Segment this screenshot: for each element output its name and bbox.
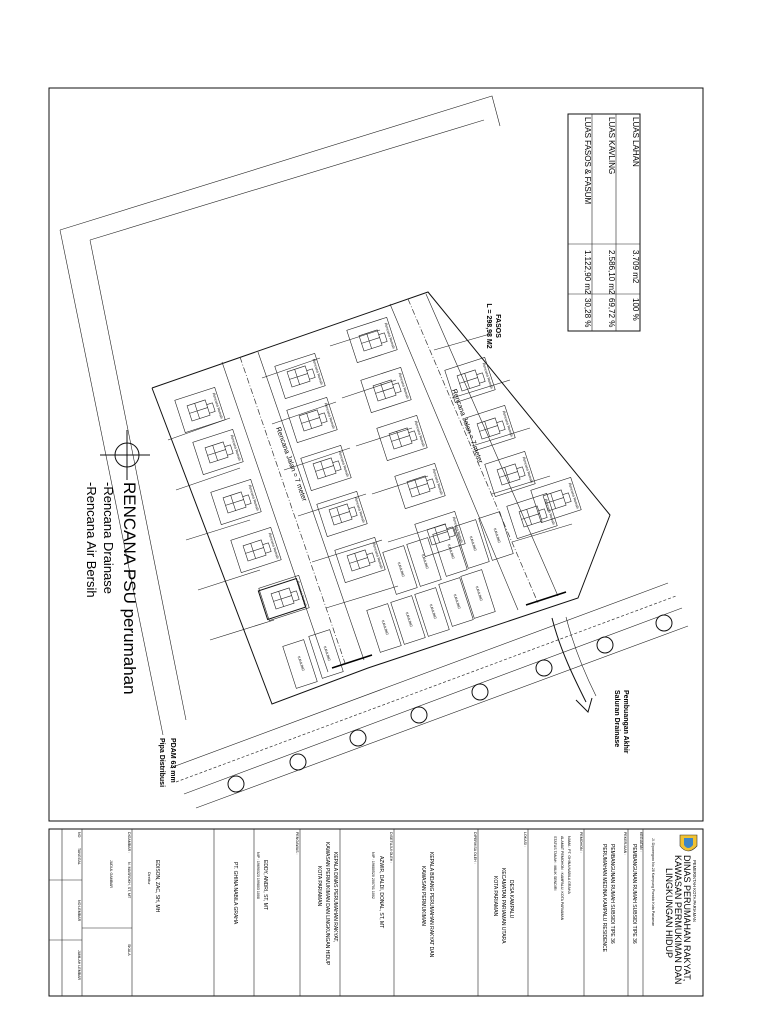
house-plot — [395, 463, 445, 508]
kepala-line-2: KAWASAN PERMUKIMAN DAN LINGKUNGAN HIDUP — [324, 842, 330, 966]
direktur-name: EDISON, ZAC, SH, MH — [154, 860, 160, 913]
pekerjaan-line-2: PERUMAHAN MEDINA KAMPALU RESIDENCE — [601, 844, 607, 952]
house-tag: Rencana Rumah — [353, 496, 366, 524]
house-plot — [317, 491, 367, 536]
kegiatan-label: KEGIATAN : — [639, 832, 643, 852]
lot-tag: KAVLING — [492, 527, 502, 544]
lot-tag: KAVLING — [396, 561, 406, 578]
main-road — [170, 583, 688, 808]
house-plot — [377, 415, 427, 460]
lokasi-line-2: KECAMATAN PARIAMAN UTARA — [500, 868, 506, 944]
lokasi-label: LOKASI : — [523, 832, 527, 847]
area-table — [568, 114, 640, 331]
tree-icon — [597, 637, 613, 653]
tree-icon — [350, 730, 366, 746]
fasos-title: FASOS — [494, 314, 501, 338]
empty-lot — [439, 578, 474, 627]
house-plot — [193, 429, 243, 474]
lot-tag: KAVLING — [322, 645, 332, 662]
pekerjaan-line-1: PEMBANGUNAN RUMAH SUBSIDI TIPE 36 — [609, 844, 615, 944]
pemohon-line-3: STATUS TANAH : MILIK SENDIRI — [553, 836, 557, 891]
kepala-line-3: KOTA PARIAMAN — [316, 866, 322, 907]
diperiksa-label: DIPERIKSA OLEH : — [473, 832, 477, 864]
pipe-label — [158, 738, 176, 787]
lokasi-line-1: DESA KAMPALU — [508, 880, 514, 919]
pipe-label-line-1: Pipa Distribusi — [158, 738, 165, 788]
area-row-1-value: 3.709 m2 — [631, 250, 640, 284]
house-tag: Rencana Rumah — [247, 484, 260, 512]
house-tag: Rencana Rumah — [567, 482, 580, 510]
fasos-area: L = 298,98 M2 — [485, 303, 492, 349]
lokasi-line-3: KOTA PARIAMAN — [492, 876, 498, 917]
empty-lot — [415, 588, 450, 637]
empty-lot — [391, 596, 426, 645]
house-plot — [175, 387, 225, 432]
judul-gambar-label: JUDUL GAMBAR — [109, 860, 113, 889]
house-plot — [361, 367, 411, 412]
empty-lot — [383, 546, 418, 595]
house-plot — [347, 317, 397, 362]
lot-tag: KAVLING — [452, 593, 462, 610]
house-tag: Rencana Rumah — [295, 580, 308, 608]
lot-tag: KAVLING — [296, 655, 306, 672]
skala-label: SKALA — [127, 944, 131, 956]
area-row-1-percent: 100 % — [631, 298, 640, 321]
kepala-line-1: KEPALA DINAS PERUMAHAN RAKYAT, — [332, 852, 338, 943]
lot-tag: KAVLING — [404, 611, 414, 628]
house-tag: Rencana Rumah — [451, 516, 464, 544]
house-tag: Rencana Rumah — [543, 498, 556, 526]
house-tag: Rencana Rumah — [229, 434, 242, 462]
disetujui-name: AZWIR, DALDI, DONAL, ST, MT — [378, 856, 384, 929]
house-plot — [231, 527, 281, 572]
diperiksa-line-1: KEPALA BIDANG PERUMAHAN RAKYAT DAN — [428, 852, 434, 958]
house-tag: Rencana Rumah — [501, 410, 514, 438]
tree-icon — [656, 615, 672, 631]
pengawas-name: EDDY, ANDRI, ST, MT — [262, 860, 268, 910]
house-plot — [485, 451, 535, 496]
lot-tag: KAVLING — [468, 535, 478, 552]
house-tag: Rencana Rumah — [337, 450, 350, 478]
house-tag: Rencana Rumah — [413, 420, 426, 448]
house-tag: Rencana Rumah — [311, 358, 324, 386]
tree-icon — [228, 776, 244, 792]
agency-line-1: PEMERINTAH KOTA PARIAMAN — [692, 860, 697, 922]
empty-lot — [367, 604, 402, 653]
legend-item-drainage: -Rencana Drainase — [101, 482, 116, 595]
empty-lot — [461, 570, 496, 619]
digambar-name: N. MASROKH, ST, MT — [127, 862, 131, 899]
developer-name: PT. GHINA NABILA GRAHA — [232, 862, 238, 925]
no-label: NO — [77, 832, 81, 838]
drainage-outlet-label — [613, 690, 629, 754]
area-row-3-value: 1.122,90 m2 — [583, 250, 592, 295]
road-label-right: Rencana Jalan = 7 meter — [450, 388, 484, 465]
title-block — [49, 829, 703, 996]
house-tag: Rencana Rumah — [521, 456, 534, 484]
city-logo — [680, 835, 697, 851]
fasos-label — [485, 303, 501, 348]
lot-tag: KAVLING — [446, 543, 456, 560]
legend — [84, 482, 139, 695]
diperiksa-line-2: KAWASAN PERMUKIMAN — [420, 866, 426, 926]
pemohon-label: PEMOHON : — [579, 832, 583, 853]
house-tag: Rencana Rumah — [397, 372, 410, 400]
pengawas-label: PENGAWAS : — [295, 832, 299, 855]
jumlah-lembar-label: JUMLAH LEMBAR — [77, 950, 81, 981]
house-plot — [531, 477, 581, 522]
tree-icon — [472, 684, 488, 700]
pengawas-nip: NIP : 19690323 199803 1008 — [256, 852, 260, 899]
pipe-label-line-2: PDAM 63 mm — [169, 738, 176, 783]
pekerjaan-label: PEKERJAAN : — [623, 832, 627, 856]
empty-lot — [479, 512, 514, 561]
house-plot — [335, 537, 385, 582]
agency-line-2: DINAS PERUMAHAN RAKYAT, — [682, 855, 692, 982]
area-row-2-label: LUAS KAVLING — [607, 117, 616, 175]
agency-address: Jl. Diponegoro No.28 Kampung Pondok Kota Pariaman — [651, 838, 655, 927]
area-row-3-percent: 30,28 % — [583, 298, 592, 328]
agency-line-4: LINGKUNGAN HIDUP — [664, 868, 674, 959]
house-tag: Rencana Rumah — [481, 362, 494, 390]
drainage-outlet-line-1: Pembuangan Akhir — [622, 690, 629, 754]
pemohon-line-2: ALAMAT PEMOHON : KAMPALU, KOTA PARIAMAN — [560, 836, 564, 921]
agency-line-3: KAWASAN PERMUKIMAN DAN — [673, 855, 683, 985]
house-tag: Rencana Rumah — [371, 542, 384, 570]
area-row-1-label: LUAS LAHAN — [631, 117, 640, 167]
lot-tag: KAVLING — [428, 603, 438, 620]
no-lembar-label: NO LEMBAR — [77, 900, 81, 922]
lot-tag: KAVLING — [380, 619, 390, 636]
drainage-outlet-line-2: Saluran Drainase — [613, 690, 620, 748]
lot-tag: KAVLING — [420, 553, 430, 570]
street-trees — [228, 615, 672, 792]
lot-tag: KAVLING — [474, 585, 484, 602]
house-tag: Rencana Rumah — [383, 322, 396, 350]
tanggal-label: TANGGAL — [77, 848, 81, 865]
legend-item-water: -Rencana Air Bersih — [84, 482, 99, 598]
house-tag: Rencana Rumah — [323, 402, 336, 430]
tree-icon — [536, 660, 552, 676]
house-plot — [211, 479, 261, 524]
area-row-2-value: 2.586,10 m2 — [607, 250, 616, 295]
north-arrow-icon — [100, 430, 150, 480]
tree-icon — [411, 707, 427, 723]
drainage-outlet-arrow — [552, 617, 596, 712]
site-boundary — [60, 96, 610, 735]
house-plot — [415, 511, 465, 556]
tree-icon — [290, 754, 306, 770]
house-tag: Rencana Rumah — [211, 392, 224, 420]
area-row-3-label: LUAS FASOS & FASUM — [583, 117, 592, 205]
disetujui-label: DISETUJUI OLEH : — [389, 832, 393, 864]
road-label-left: Rencana Jalan = 7 meter — [274, 426, 308, 503]
house-plot — [507, 493, 557, 538]
house-tag: Rencana Rumah — [267, 532, 280, 560]
kegiatan-value: PEMBANGUNAN RUMAH SUBSIDI TIPE 36 — [631, 844, 637, 944]
disetujui-nip: NIP : 19680520 200701 1002 — [371, 852, 375, 899]
area-row-2-percent: 69,72 % — [607, 298, 616, 328]
house-plot — [301, 445, 351, 490]
house-tag: Rencana Rumah — [431, 468, 444, 496]
pemohon-line-1: NAMA : PT. GHINA NABILA GRAHA — [567, 836, 571, 894]
house-plot — [275, 353, 325, 398]
legend-title: RENCANA PSU perumahan — [120, 482, 139, 695]
housing-lots — [168, 317, 581, 688]
digambar-label: DIGAMBAR : — [127, 832, 131, 854]
direktur-title: Direktur — [147, 872, 151, 885]
